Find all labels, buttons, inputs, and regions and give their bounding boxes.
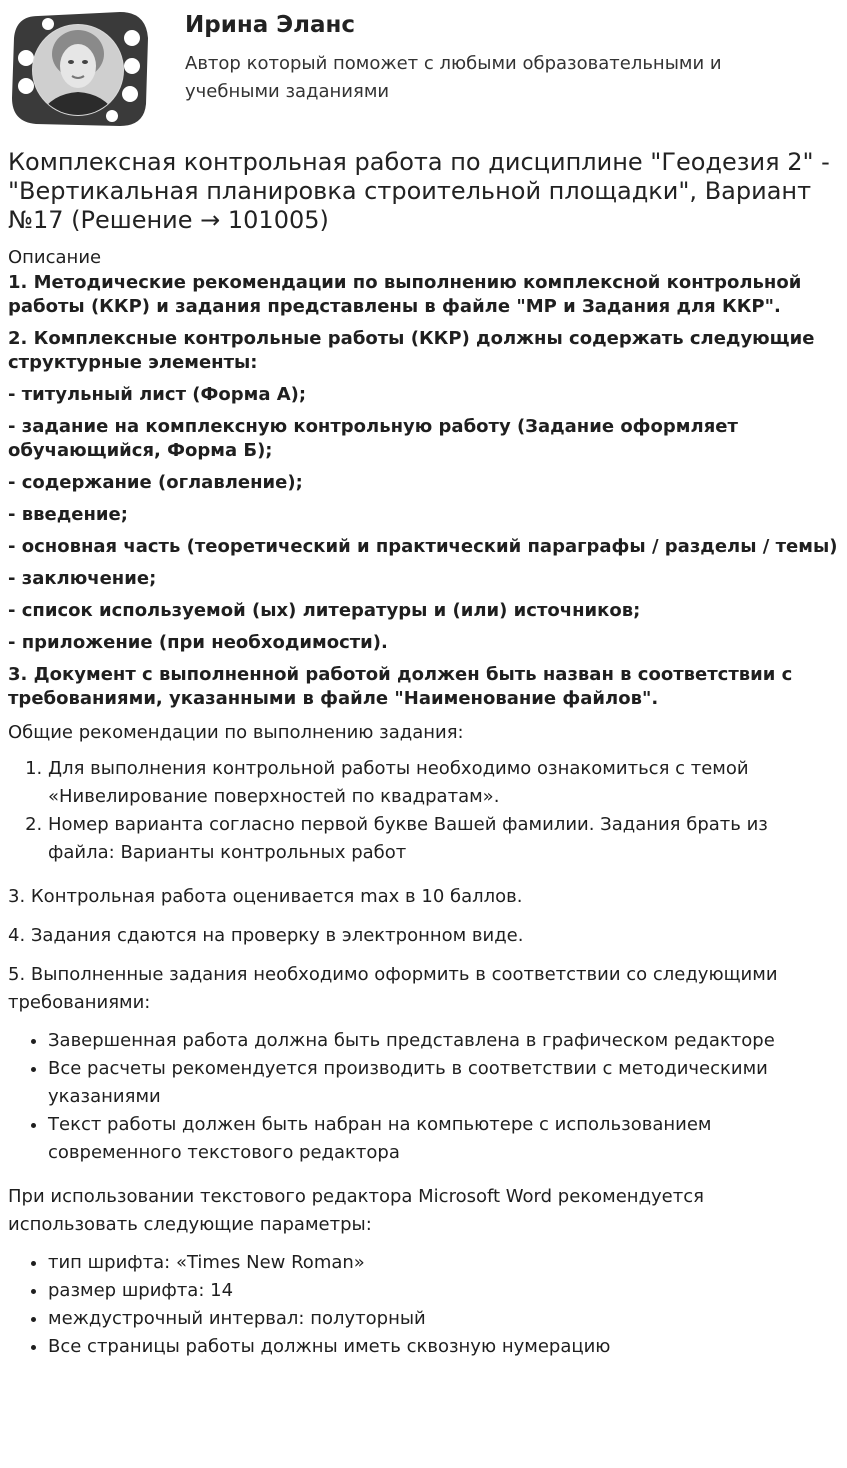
list-item: • Все страницы работы должны иметь сквозную нумерацию — [48, 1333, 838, 1361]
word-params-list — [8, 1249, 838, 1361]
bold-item: - титульный лист (Форма А); — [8, 384, 307, 405]
description-section — [8, 246, 838, 1361]
bold-item: - основная часть (теоретический и практический параграфы / разделы / темы) — [8, 536, 838, 557]
list-item: 1. Для выполнения контрольной работы необходимо ознакомиться с темой «Нивелирование поверхностей по квадратам». — [48, 755, 838, 811]
bold-item: - введение; — [8, 504, 128, 525]
list-item: • Текст работы должен быть набран на компьютере с использованием современного текстового редактора — [48, 1111, 838, 1167]
page-title: Комплексная контрольная работа по дисциплине "Геодезия 2" - "Вертикальная планировка строительной площадки", Вариант №17 (Решение → 101005) — [8, 148, 830, 234]
author-card — [8, 8, 838, 128]
bold-item: - список используемой (ых) литературы и (или) источников; — [8, 600, 641, 621]
paragraph-5: 5. Выполненные задания необходимо оформить в соответствии со следующими требованиями: — [8, 964, 778, 1013]
bold-item: 1. Методические рекомендации по выполнению комплексной контрольной работы (ККР) и задания представлены в файле "МР и Задания для ККР". — [8, 272, 802, 317]
bold-item: - задание на комплексную контрольную работу (Задание оформляет обучающийся, Форма Б); — [8, 416, 738, 461]
bold-item: - приложение (при необходимости). — [8, 632, 388, 653]
paragraph-3: 3. Контрольная работа оценивается max в 10 баллов. — [8, 886, 523, 907]
bold-item: - заключение; — [8, 568, 157, 589]
list-item: • Все расчеты рекомендуется производить в соответствии с методическими указаниями — [48, 1055, 838, 1111]
general-heading: Общие рекомендации по выполнению задания: — [8, 722, 464, 743]
word-paragraph: При использовании текстового редактора Microsoft Word рекомендуется использовать следующие параметры: — [8, 1186, 704, 1235]
paragraph-4: 4. Задания сдаются на проверку в электронном виде. — [8, 925, 524, 946]
list-item: 2. Номер варианта согласно первой букве Вашей фамилии. Задания брать из файла: Варианты контрольных работ — [48, 811, 838, 867]
list-item: • размер шрифта: 14 — [48, 1277, 838, 1305]
author-description: Автор который поможет с любыми образовательными и учебными заданиями — [185, 53, 722, 102]
general-list — [8, 755, 838, 867]
requirements-list — [8, 1027, 838, 1167]
list-item: • тип шрифта: «Times New Roman» — [48, 1249, 838, 1277]
list-item: • междустрочный интервал: полуторный — [48, 1305, 838, 1333]
bold-item: - содержание (оглавление); — [8, 472, 303, 493]
bold-item: 3. Документ с выполненной работой должен быть назван в соответствии с требованиями, указанными в файле "Наименование файлов". — [8, 664, 793, 709]
author-name[interactable]: Ирина Эланс — [185, 12, 356, 38]
description-label: Описание — [8, 247, 102, 268]
author-avatar[interactable] — [8, 8, 150, 128]
bold-requirements — [8, 271, 838, 711]
list-item: • Завершенная работа должна быть представлена в графическом редакторе — [48, 1027, 838, 1055]
bold-item: 2. Комплексные контрольные работы (ККР) должны содержать следующие структурные элементы: — [8, 328, 815, 373]
